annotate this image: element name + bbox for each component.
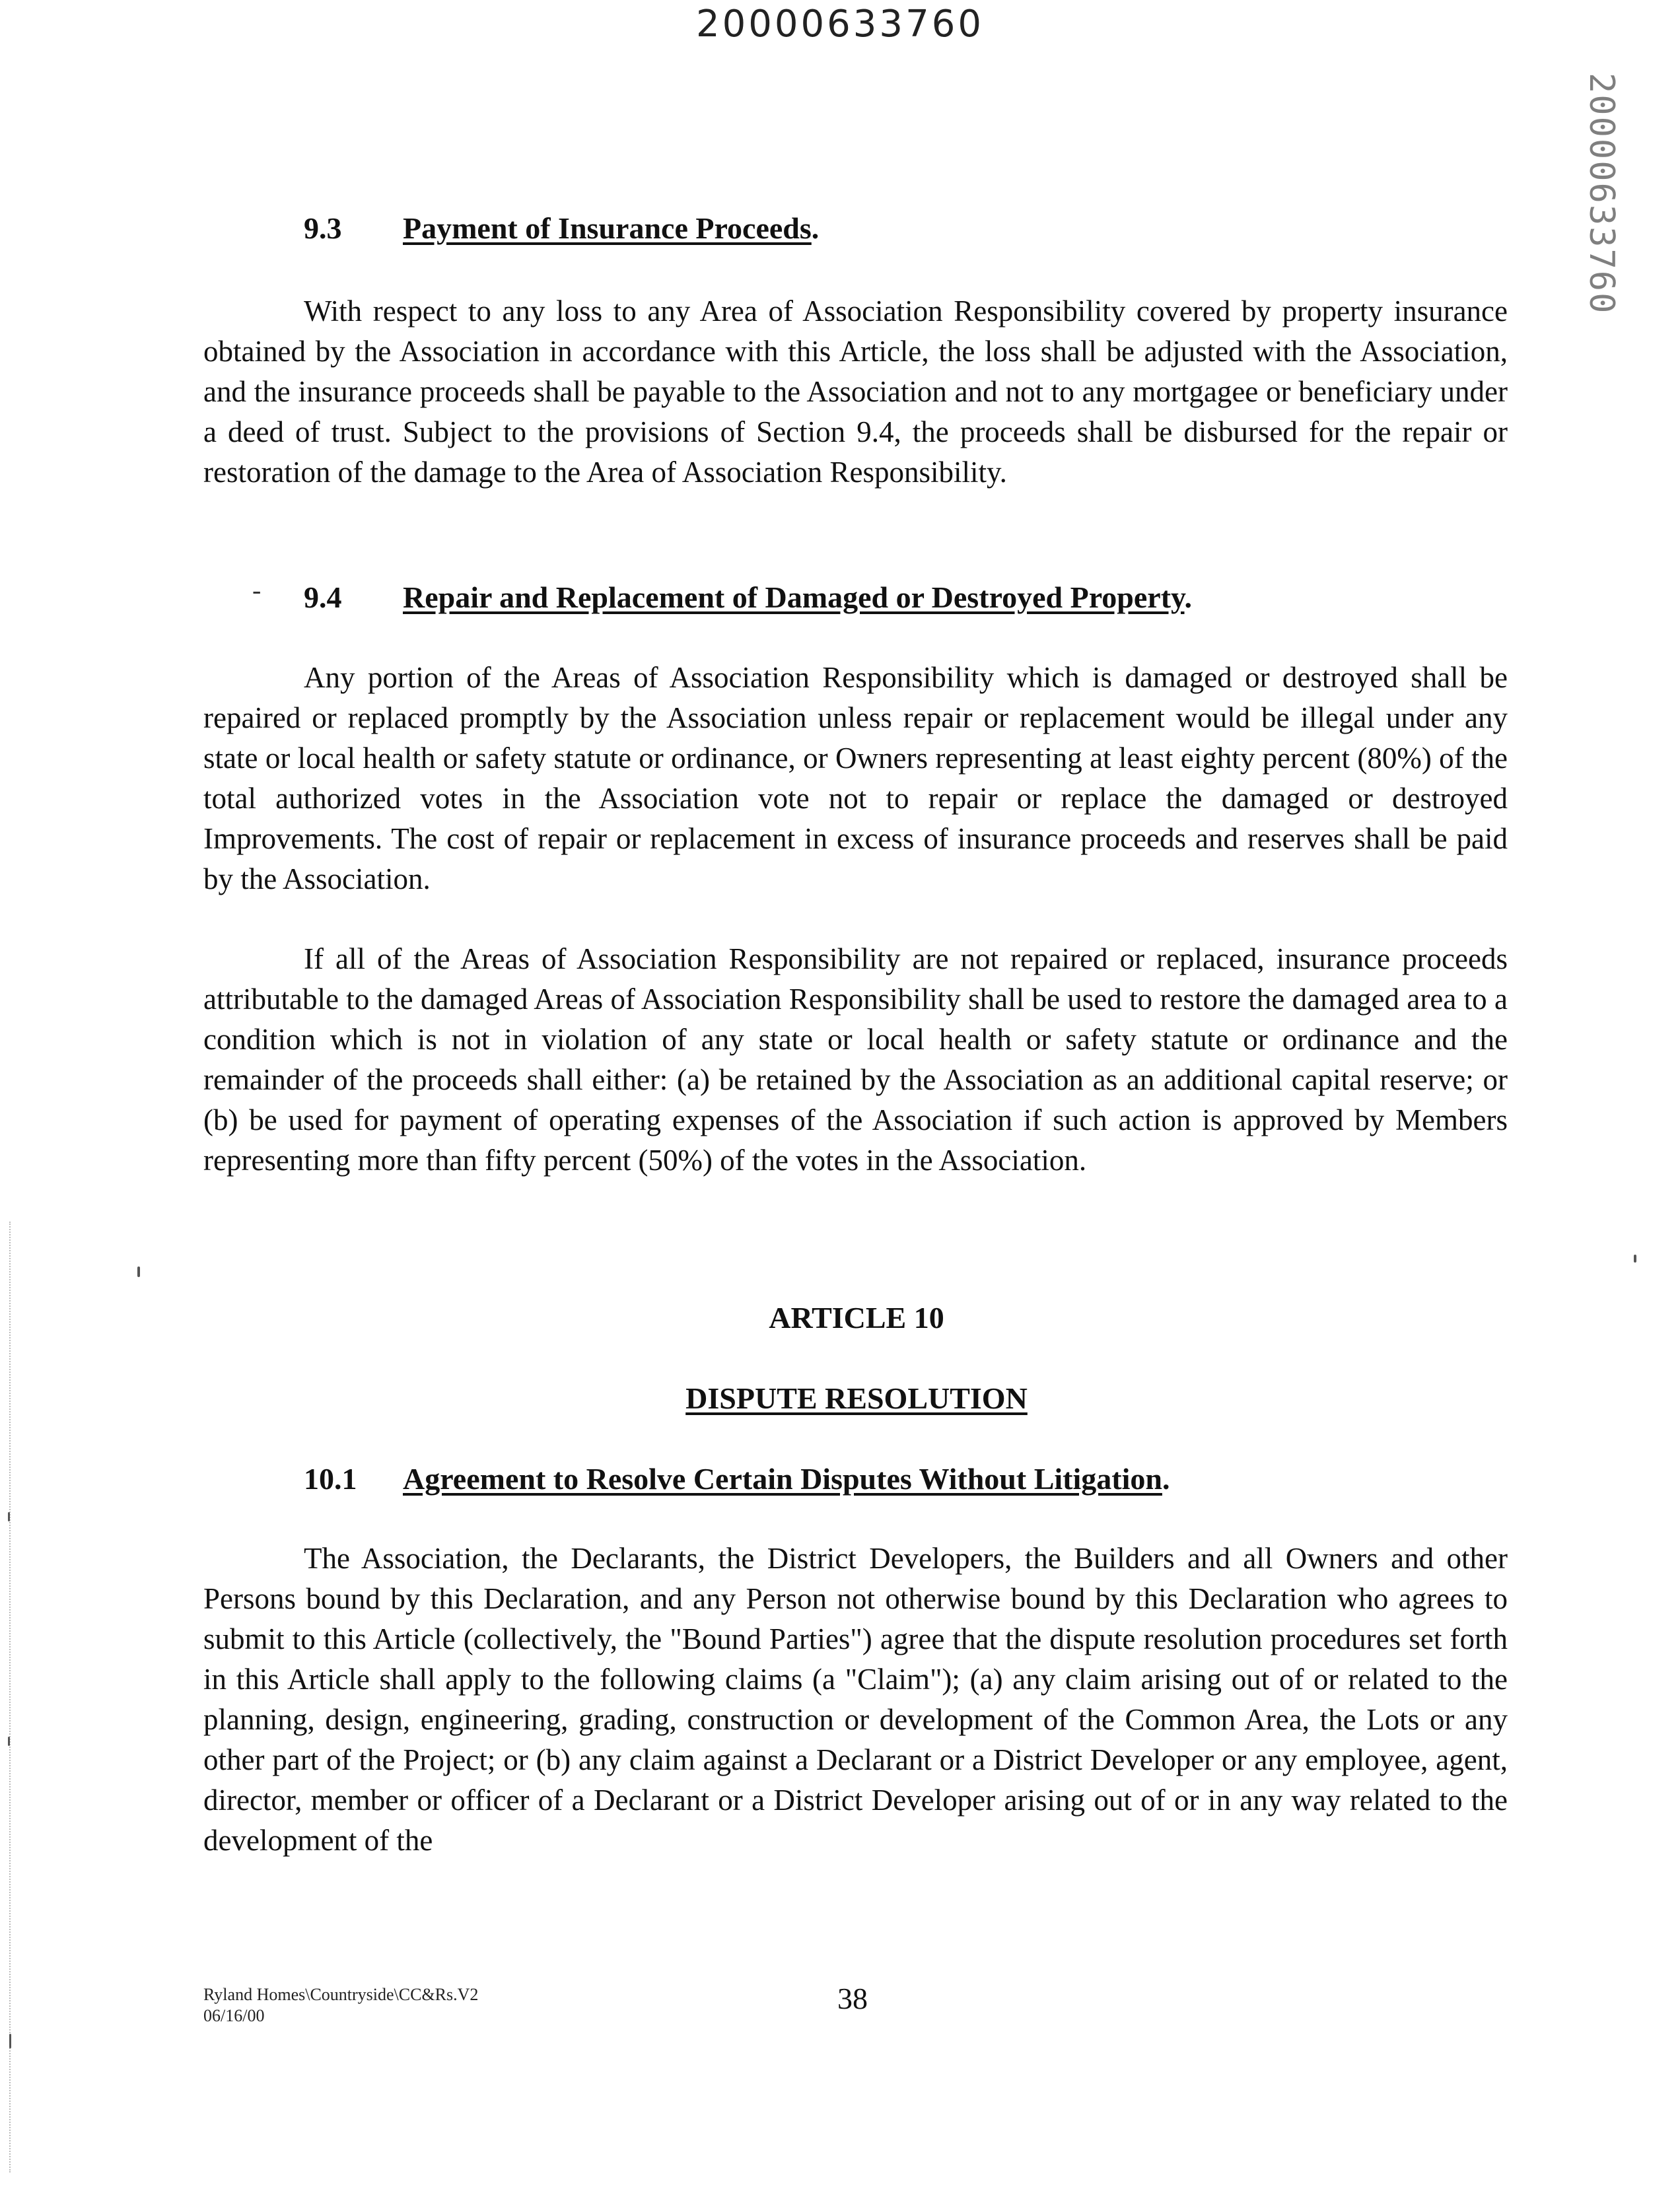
scan-speck: [8, 1737, 10, 1746]
section-9-3-title: Payment of Insurance Proceeds: [403, 211, 812, 245]
section-9-4-heading: [304, 579, 1192, 616]
section-9-3-heading: [304, 210, 819, 247]
footer-file-path: Ryland Homes\Countryside\CC&Rs.V2: [203, 1985, 479, 2004]
article-title-text: DISPUTE RESOLUTION: [685, 1381, 1028, 1415]
footer-left: [203, 1984, 478, 2027]
section-9-4-number: 9.4: [304, 580, 342, 614]
dash-mark: -: [252, 575, 262, 605]
side-stamp: 20000633760: [1582, 73, 1621, 315]
section-10-1-title-tail: .: [1162, 1462, 1170, 1496]
article-label: ARTICLE 10: [769, 1301, 944, 1335]
article-title: [0, 1380, 1680, 1417]
section-9-3-number: 9.3: [304, 211, 342, 245]
section-10-1-title: Agreement to Resolve Certain Disputes Without Litigation: [403, 1462, 1162, 1496]
doc-number-header: 20000633760: [696, 3, 984, 46]
scan-speck: [137, 1267, 140, 1277]
section-9-4-body-2: If all of the Areas of Association Responsibility are not repaired or replaced, insurance proceeds attributable to the damaged Areas of Association Responsibility shall be used to restore the damaged area to a condition which is not in violation of any state or local health or safety statute or ordinance and the remainder of the proceeds shall either: (a) be retained by the Association as an additional capital reserve; or (b) be used for payment of operating expenses of the Association if such action is approved by Members representing more than fifty percent (50%) of the votes in the Association.: [203, 942, 1508, 1177]
scan-speck: [8, 1512, 10, 1521]
section-9-4-title: Repair and Replacement of Damaged or Destroyed Property: [403, 580, 1185, 614]
margin-specks: [9, 1222, 17, 2172]
scan-speck: [1634, 1255, 1636, 1263]
section-10-1-heading: [304, 1461, 1170, 1498]
section-10-1-number: 10.1: [304, 1462, 357, 1496]
section-10-1-body: The Association, the Declarants, the District Developers, the Builders and all Owners and other Persons bound by this Declaration, and any Person not otherwise bound by this Declaration who agrees to submit to this Article (collectively, the "Bound Parties") agree that the dispute resolution procedures set forth in this Article shall apply to the following claims (a "Claim"); (a) any claim arising out of or related to the planning, design, engineering, grading, construction or development of the Common Area, the Lots or any other part of the Project; or (b) any claim against a Declarant or a District Developer or any employee, agent, director, member or officer of a Declarant or a District Developer arising out of or in any way related to the development of the: [203, 1542, 1508, 1857]
section-9-4-body-1: Any portion of the Areas of Association Responsibility which is damaged or destroyed shall be repaired or replaced promptly by the Association unless repair or replacement would be illegal under any state or local health or safety statute or ordinance, or Owners representing at least eighty percent (80%) of the total authorized votes in the Association vote not to repair or replace the damaged or destroyed Improvements. The cost of repair or replacement in excess of insurance proceeds and reserves shall be paid by the Association.: [203, 661, 1508, 895]
section-9-3-title-tail: .: [811, 211, 820, 245]
section-9-4-title-tail: .: [1184, 580, 1192, 614]
scan-speck: [9, 2034, 11, 2048]
footer-date: 06/16/00: [203, 2006, 265, 2025]
page-number: 38: [837, 1982, 868, 2015]
section-9-3-body: With respect to any loss to any Area of Association Responsibility covered by property insurance obtained by the Association in accordance with this Article, the loss shall be adjusted with the Association, and the insurance proceeds shall be payable to the Association and not to any mortgagee or beneficiary under a deed of trust. Subject to the provisions of Section 9.4, the proceeds shall be disbursed for the repair or restoration of the damage to the Area of Association Responsibility.: [203, 295, 1508, 489]
